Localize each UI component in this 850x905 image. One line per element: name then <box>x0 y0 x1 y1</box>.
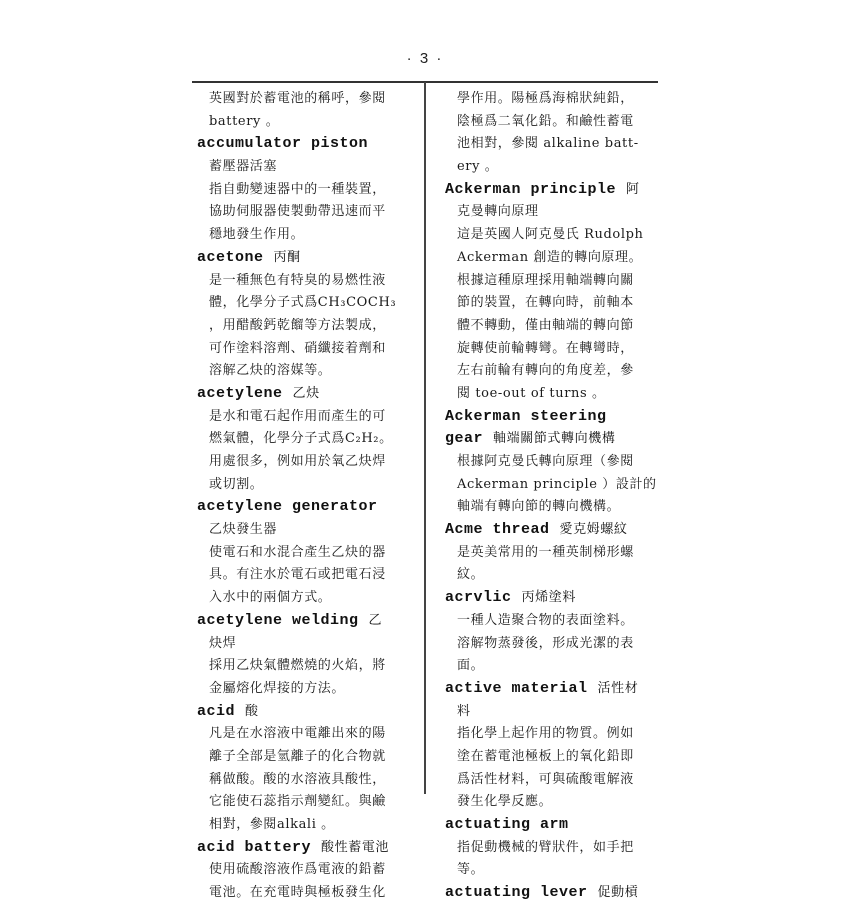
left-column <box>197 88 419 905</box>
headword-translation: 促動槓 <box>597 885 639 901</box>
headword-term: active material <box>445 679 588 697</box>
definition-line: 根據這種原理採用軸端轉向關 <box>457 272 634 288</box>
definition-line: 是水和電石起作用而產生的可 <box>209 408 386 424</box>
entry-headword <box>445 678 660 701</box>
headword-translation: 愛克姆螺紋 <box>559 522 628 538</box>
definition-line: 離子全部是氫離子的化合物就 <box>209 748 386 764</box>
entry-headword <box>445 814 660 837</box>
definition-line: 具。有注水於電石或把電石浸 <box>209 567 386 583</box>
definition-line: 指促動機械的臂狀件，如手把 <box>457 839 634 855</box>
definition-line: 協助伺服器使製動帶迅速而平 <box>209 204 386 220</box>
headword-translation: 乙炔 <box>292 385 320 401</box>
headword-term: acetone <box>197 248 264 266</box>
definition-line: 它能使石蕊指示劑變紅。與鹼 <box>209 794 386 810</box>
headword-translation: 酸 <box>245 703 259 719</box>
definition-line: 爲活性材料，可與硫酸電解液 <box>457 771 634 787</box>
definition-line: 等。 <box>457 862 485 878</box>
definition-line: 根據阿克曼氏轉向原理（參閱 <box>457 454 634 469</box>
definition-line: 相對，參閱alkali 。 <box>209 817 335 832</box>
definition-line: 用處很多，例如用於氧乙炔焊 <box>209 454 386 469</box>
definition-line: 陰極爲二氧化鉛。和鹼性蓄電 <box>457 113 634 129</box>
definition-line: 面。 <box>457 658 485 674</box>
definition-line: 紋。 <box>457 567 485 583</box>
definition-line: 凡是在水溶液中電離出來的陽 <box>209 726 386 742</box>
definition-line: 使用硫酸溶液作爲電液的鉛蓄 <box>209 862 386 878</box>
definition-line: 指自動變速器中的一種裝置， <box>209 181 386 197</box>
headword-term: acetylene generator <box>197 498 378 516</box>
definition-line: 軸端有轉向節的轉向機構。 <box>457 499 621 515</box>
definition-line: 指化學上起作用的物質。例如 <box>457 726 634 742</box>
definition-line: 燃氣體，化學分子式爲C₂H₂。 <box>209 431 393 447</box>
entry-headword <box>197 247 419 270</box>
definition-line: 體不轉動，僅由軸端的轉向節 <box>457 317 634 333</box>
definition-line: 採用乙炔氣體燃燒的火焰，將 <box>209 658 386 674</box>
page-number: · 3 · <box>406 50 444 67</box>
definition-line: 金屬熔化焊接的方法。 <box>209 680 346 696</box>
entry-headword <box>445 519 660 542</box>
entry-headword <box>445 587 660 610</box>
headword-translation: 丙酮 <box>273 249 301 265</box>
headword-translation: 阿 <box>626 181 640 197</box>
definition-line: 旋轉使前輪轉彎。在轉彎時， <box>457 340 634 356</box>
definition-line: 溶解乙炔的溶媒等。 <box>209 363 332 379</box>
definition-line: 這是英國人阿克曼氏 Rudolph <box>457 227 644 243</box>
right-column <box>445 88 660 905</box>
entry-headword <box>197 610 419 633</box>
entry-headword <box>445 428 660 451</box>
definition-line: 料 <box>457 703 471 719</box>
headword-translation: 丙烯塗料 <box>521 590 576 606</box>
definition-line: 左右前輪有轉向的角度差，參 <box>457 363 634 379</box>
definition-line: 發生化學反應。 <box>457 794 553 810</box>
definition-line: 池相對，參閱 alkaline batt- <box>457 136 639 152</box>
entry-headword <box>445 882 660 905</box>
definition-line: Ackerman 創造的轉向原理。 <box>457 249 643 265</box>
entry-headword <box>197 383 419 406</box>
headword-term: gear <box>445 430 484 448</box>
definition-line: battery 。 <box>209 113 280 129</box>
entry-headword <box>197 837 419 860</box>
entry-headword <box>445 406 660 429</box>
definition-line: 乙炔發生器 <box>209 522 278 538</box>
definition-line: 可作塗料溶劑、硝纖接着劑和 <box>209 340 386 356</box>
definition-line: ，用醋酸鈣乾餾等方法製成， <box>209 317 386 333</box>
definition-line: 蓄壓器活塞 <box>209 159 278 175</box>
definition-line: 穩地發生作用。 <box>209 227 305 243</box>
definition-line: 是一種無色有特臭的易燃性液 <box>209 272 386 288</box>
headword-term: actuating lever <box>445 884 588 902</box>
headword-term: acetylene <box>197 384 283 402</box>
definition-line: 節的裝置，在轉向時，前軸本 <box>457 295 634 311</box>
definition-line: ery 。 <box>457 159 499 175</box>
headword-term: acrvlic <box>445 589 512 607</box>
headword-term: acetylene welding <box>197 611 359 629</box>
headword-translation: 活性材 <box>597 680 639 696</box>
headword-term: acid <box>197 702 236 720</box>
headword-translation: 乙 <box>368 612 383 628</box>
headword-translation: 軸端關節式轉向機構 <box>493 431 616 447</box>
definition-line: 克曼轉向原理 <box>457 204 539 220</box>
definition-line: 是英美常用的一種英制梯形螺 <box>457 544 634 560</box>
entry-headword <box>445 179 660 202</box>
definition-line: 塗在蓄電池極板上的氧化鉛即 <box>457 748 634 764</box>
definition-line: 或切割。 <box>209 476 264 492</box>
entry-headword <box>197 701 419 724</box>
column-divider <box>424 82 426 794</box>
headword-term: Ackerman principle <box>445 180 617 198</box>
definition-line: 學作用。陽極爲海棉狀純鉛， <box>457 91 634 106</box>
definition-line: 入水中的兩個方式。 <box>209 590 332 606</box>
definition-line: 英國對於蓄電池的稱呼，參閱 <box>209 91 386 106</box>
headword-term: Ackerman steering <box>445 407 607 425</box>
definition-line: 一種人造聚合物的表面塗料。 <box>457 612 634 628</box>
headword-term: Acme thread <box>445 521 550 539</box>
definition-line: 電池。在充電時與極板發生化 <box>209 885 386 901</box>
headword-term: actuating arm <box>445 816 569 833</box>
definition-line: 炔焊 <box>209 635 237 651</box>
definition-line: 閱 toe-out of turns 。 <box>457 385 606 401</box>
definition-line: 溶解物蒸發後，形成光潔的表 <box>457 635 634 651</box>
entry-headword <box>197 133 419 156</box>
entry-headword <box>197 496 419 519</box>
headword-term: accumulator piston <box>197 135 369 153</box>
headword-translation: 酸性蓄電池 <box>321 839 390 855</box>
definition-line: 體，化學分子式爲CH₃COCH₃ <box>209 295 397 311</box>
definition-line: Ackerman principle ）設計的 <box>457 476 657 492</box>
definition-line: 使電石和水混合產生乙炔的器 <box>209 544 386 560</box>
definition-line: 稱做酸。酸的水溶液具酸性， <box>209 771 386 787</box>
headword-term: acid battery <box>197 838 312 856</box>
